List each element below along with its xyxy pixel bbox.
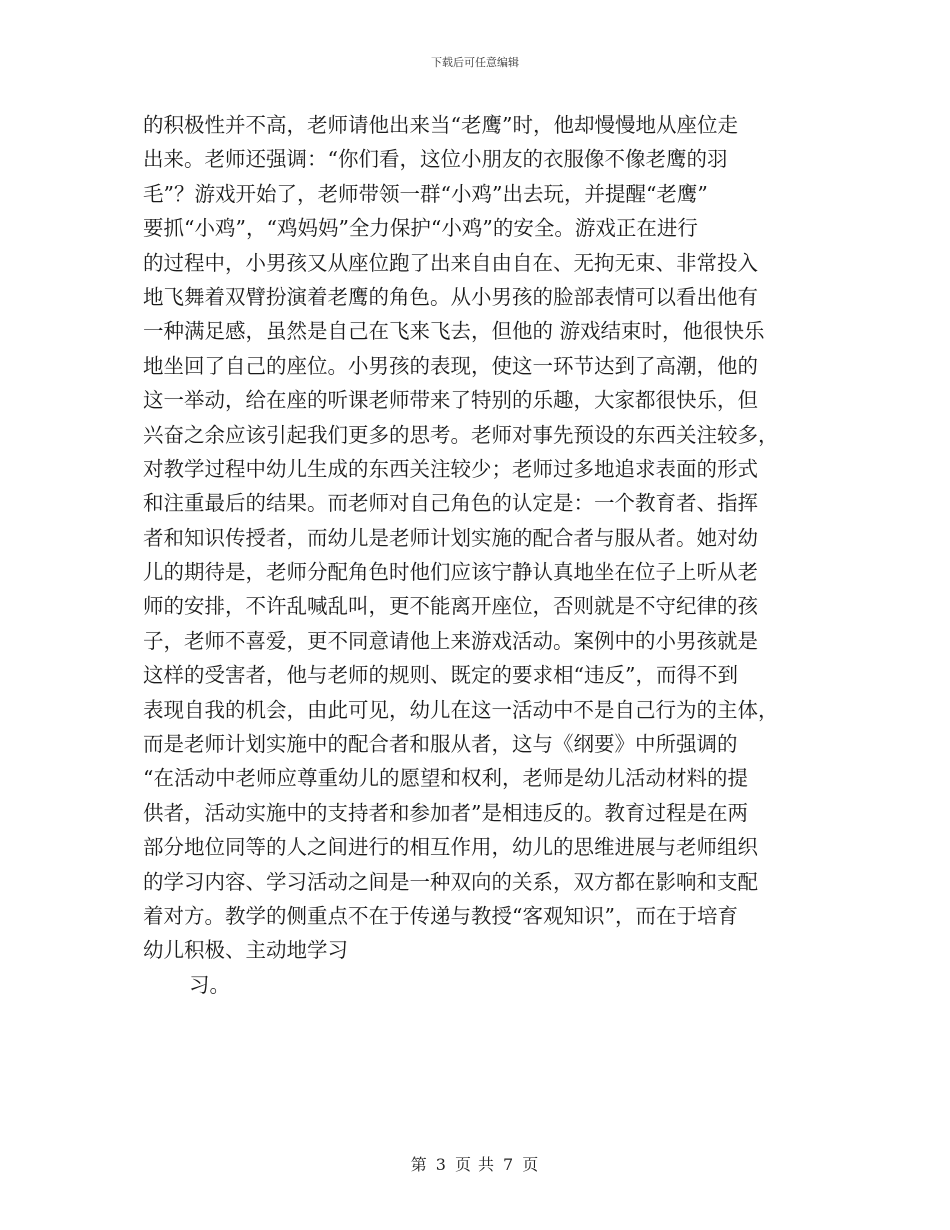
footer-suffix: 页: [522, 1155, 540, 1174]
footer-prefix: 第: [410, 1155, 428, 1174]
text-line: 的积极性并不高，老师请他出来当“老鹰”时，他却慢慢地从座位走: [143, 113, 738, 137]
text-line: 子，老师不喜爱，更不同意请他上来游戏活动。案例中的小男孩就是: [143, 628, 758, 653]
text-line: 兴奋之余应该引起我们更多的思考。老师对事先预设的东西关注较多，: [143, 422, 779, 447]
body-text: [143, 108, 813, 1002]
text-line: 的学习内容、学习活动之间是一种双向的关系，双方都在影响和支配: [143, 869, 758, 894]
text-line: “在活动中老师应尊重幼儿的愿望和权利，老师是幼儿活动材料的提: [143, 766, 748, 791]
text-line: 和注重最后的结果。而老师对自己角色的认定是：一个教育者、指挥: [143, 491, 758, 516]
text-line: 对教学过程中幼儿生成的东西关注较少；老师过多地追求表面的形式: [143, 456, 758, 481]
text-line: 毛”？游戏开始了，老师带领一群“小鸡”出去玩，并提醒“老鹰”: [143, 181, 708, 206]
text-line: 幼儿积极、主动地学习: [143, 938, 348, 963]
text-line: 着对方。教学的侧重点不在于传递与教授“客观知识”，而在于培育: [143, 903, 738, 928]
text-line: 出来。老师还强调：“你们看，这位小朋友的衣服像不像老鹰的羽: [143, 147, 728, 172]
text-line: 部分地位同等的人之间进行的相互作用，幼儿的思维进展与老师组织: [143, 835, 758, 860]
text-line: 的过程中，小男孩又从座位跑了出来自由自在、无拘无束、非常投入: [143, 250, 758, 275]
text-line: 表现自我的机会，由此可见，幼儿在这一活动中不是自己行为的主体，: [143, 697, 779, 722]
text-line: 这一举动，给在座的听课老师带来了特别的乐趣，大家都很快乐，但: [143, 388, 758, 413]
text-line: 要抓“小鸡”，“鸡妈妈”全力保护“小鸡”的安全。游戏正在进行: [143, 216, 698, 241]
text-line: 这样的受害者，他与老师的规则、既定的要求相“违反”，而得不到: [143, 663, 738, 688]
text-line: 者和知识传授者，而幼儿是老师计划实施的配合者与服从者。她对幼: [143, 525, 758, 550]
text-line: 师的安排，不许乱喊乱叫，更不能离开座位，否则就是不守纪律的孩: [143, 594, 758, 619]
footer-total-pages: 7: [503, 1155, 515, 1174]
text-line: 习。: [189, 972, 230, 997]
page-footer: [0, 1152, 950, 1175]
text-line: 地飞舞着双臂扮演着老鹰的角色。从小男孩的脸部表情可以看出他有: [143, 284, 758, 309]
page-header: 下载后可任意编辑: [431, 56, 519, 69]
text-line: 供者，活动实施中的支持者和参加者”是相违反的。教育过程是在两: [143, 800, 748, 825]
footer-page-number: 3: [435, 1155, 447, 1174]
text-line: 而是老师计划实施中的配合者和服从者，这与《纲要》中所强调的: [143, 732, 738, 757]
text-line: 儿的期待是，老师分配角色时他们应该宁静认真地坐在位子上听从老: [143, 560, 758, 585]
text-line: 地坐回了自己的座位。小男孩的表现，使这一环节达到了高潮，他的: [143, 353, 758, 378]
text-line: 一种满足感，虽然是自己在飞来飞去，但他的 游戏结束时，他很快乐: [143, 319, 765, 344]
footer-mid: 页 共: [454, 1155, 496, 1174]
